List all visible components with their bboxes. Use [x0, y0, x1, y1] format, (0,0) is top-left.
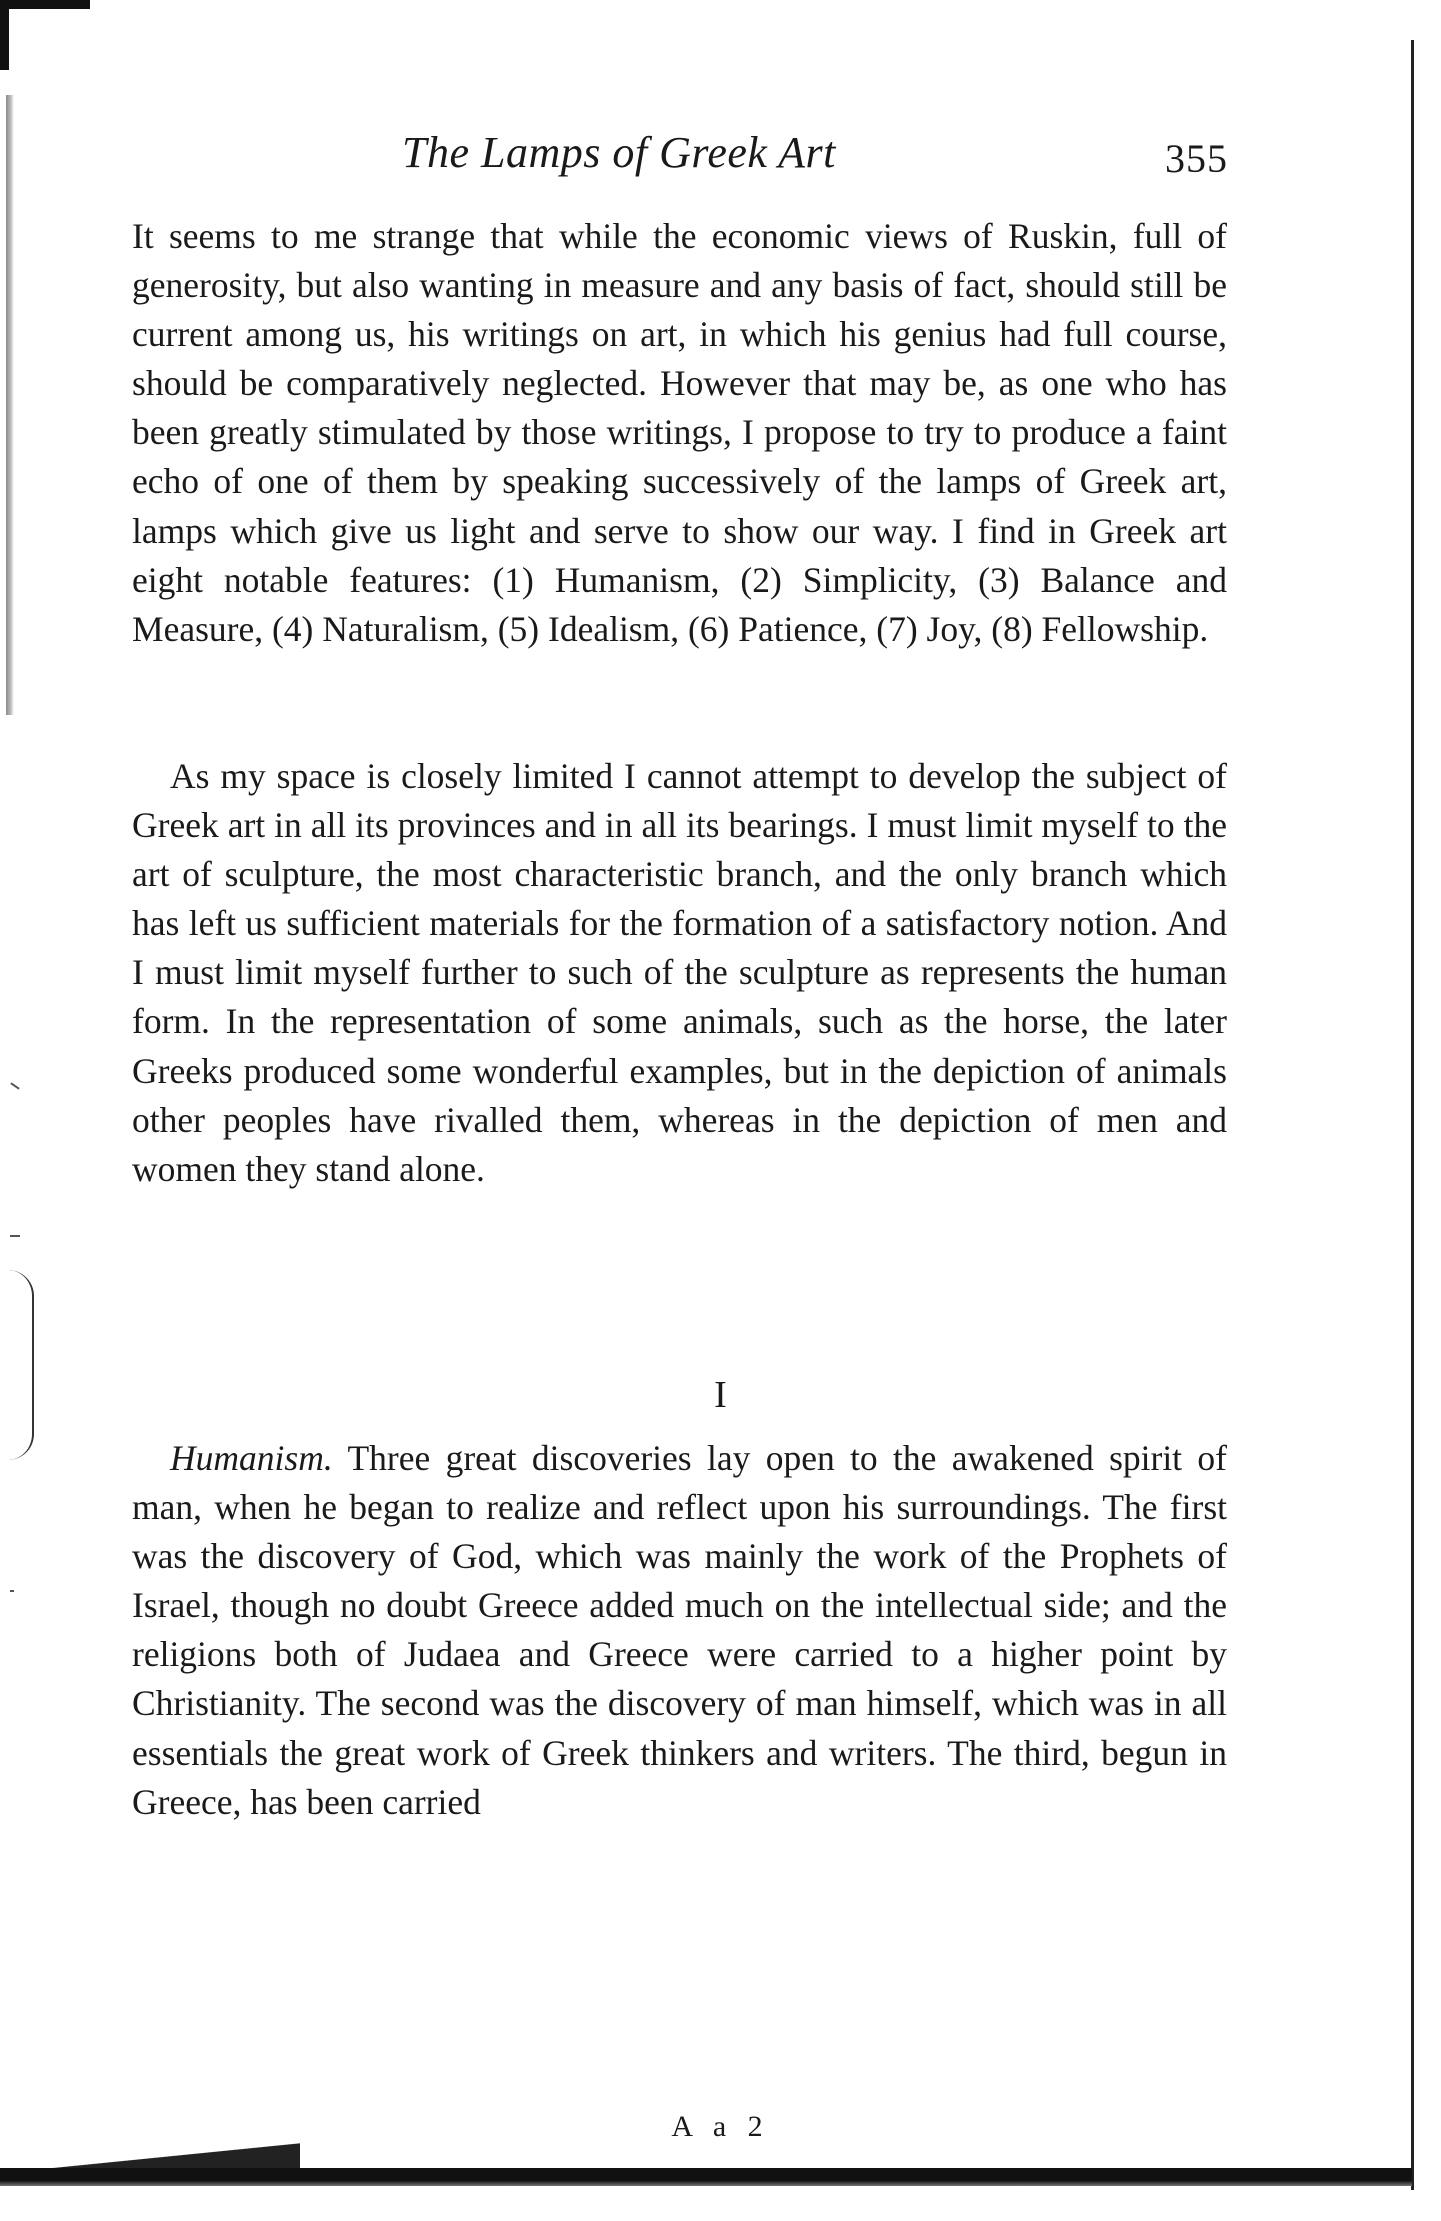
paragraph-lead-word: Humanism.: [170, 1438, 333, 1478]
signature-mark: A a 2: [671, 2110, 770, 2143]
paragraph-intro: It seems to me strange that while the economic views of Ruskin, full of generosity, but also wanting in measure and any basis of fact, should still be current among us, his writings on art, in which his genius had full course, should be comparatively neglected. However that may be, as one who has been greatly stimulated by those writings, I propose to try to produce a faint echo of one of them by speaking successively of the lamps of Greek art, lamps which give us light and serve to show our way. I find in Greek art eight notable features: (1) Humanism, (2) Simplicity, (3) Balance and Measure, (4) Naturalism, (5) Idealism, (6) Patience, (7) Joy, (8) Fellowship.: [132, 216, 1227, 649]
paragraph-humanism-body: Three great discoveries lay open to the awakened spirit of man, when he began to realize and reflect upon his surroundings. The first was the discovery of God, which was mainly the work of the Prophets of Israel, though no doubt Greece added much on the intellectual side; and the religions both of Judaea and Greece were carried to a higher point by Christianity. The second was the discovery of man himself, which was in all essentials the great work of Greek thinkers and writers. The third, begun in Greece, has been carried: [132, 1438, 1227, 1822]
scan-side-curve: [8, 1270, 34, 1460]
running-head: The Lamps of Greek Art: [402, 128, 836, 177]
scan-corner-mark-vertical: [0, 0, 9, 70]
scan-tick-mark: [10, 1590, 14, 1592]
section-numeral: I: [714, 1374, 727, 1416]
page-number: 355: [1165, 136, 1228, 181]
scan-corner-mark-horizontal: [0, 0, 90, 9]
scan-right-edge-line: [1411, 40, 1414, 2190]
scan-tick-mark: [10, 1082, 19, 1089]
scan-bottom-edge-bar: [0, 2168, 1412, 2186]
scan-bottom-wedge: [0, 2140, 300, 2170]
paragraph-scope: As my space is closely limited I cannot attempt to develop the subject of Greek art in all its provinces and in all its bearings. I must limit myself to the art of sculpture, the most characteristic branch, and the only branch which has left us sufficient materials for the formation of a satisfactory notion. And I must limit myself further to such of the sculpture as represents the human form. In the representation of some animals, such as the horse, the later Greeks produced some wonderful examples, but in the depiction of animals other peoples have rivalled them, whereas in the depiction of men and women they stand alone.: [132, 756, 1227, 1189]
paragraph-humanism: [132, 1434, 1227, 1827]
scan-left-edge-shadow: [6, 95, 14, 715]
scan-tick-mark: [10, 1235, 20, 1237]
